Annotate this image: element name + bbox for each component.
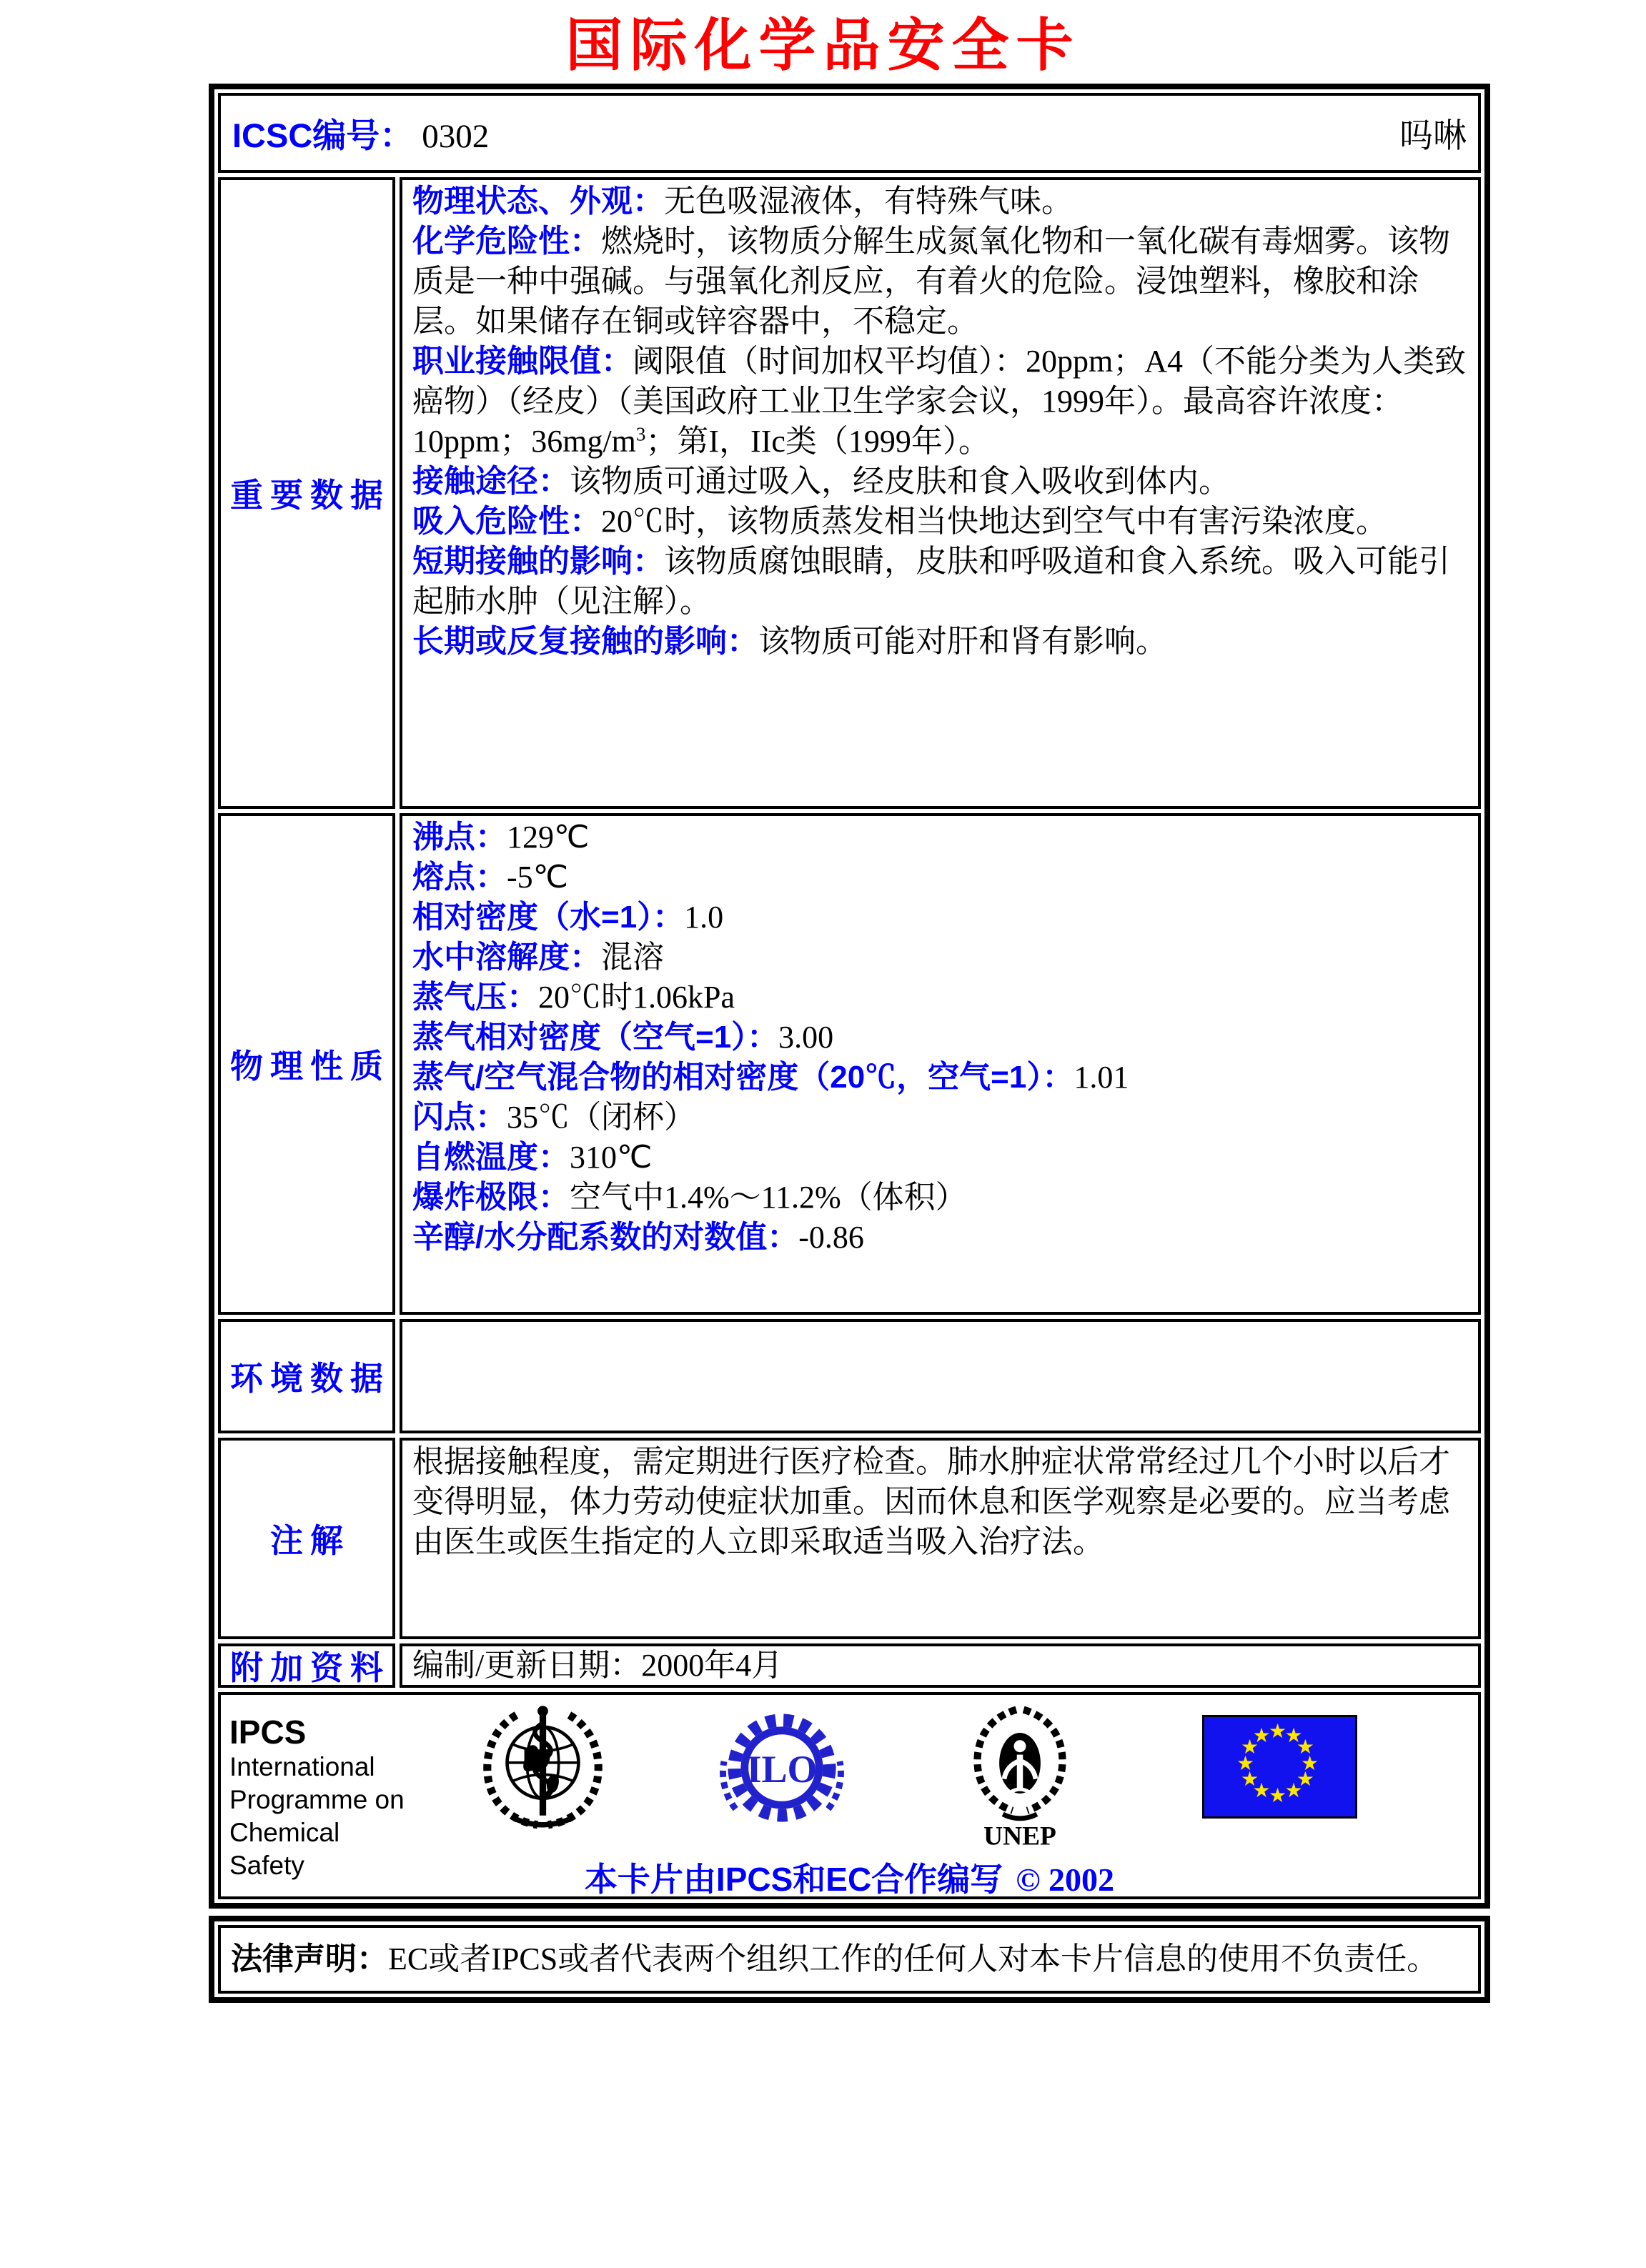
eu-star-icon: ★: [1252, 1780, 1271, 1803]
section-content-environment: [400, 1319, 1481, 1433]
paragraph: [412, 857, 1468, 897]
legal-row: [218, 1925, 1481, 1994]
section-label-environment: 环境数据: [230, 1360, 390, 1397]
field-value: 编制/更新日期：2000年4月: [412, 1648, 783, 1683]
ilo-logo-icon: [718, 1704, 846, 1832]
ipcs-text-block: [229, 1714, 408, 1882]
eu-star-icon: ★: [1252, 1724, 1271, 1747]
field-value: 20℃时，该物质蒸发相当快地达到空气中有害污染浓度。: [601, 504, 1387, 539]
ipcs-line-2: Programme on: [229, 1785, 405, 1814]
field-value: 35℃（闭杯）: [507, 1100, 695, 1135]
section-label-cell-additional: [218, 1643, 395, 1688]
chemical-name: 吗啉: [1399, 117, 1467, 155]
section-label-cell-important: [218, 177, 395, 809]
legal-label: 法律声明：: [231, 1941, 388, 1976]
eu-flag-icon: [1202, 1715, 1357, 1819]
paragraph: [412, 1058, 1468, 1098]
field-value: 无色吸湿液体，有特殊气味。: [664, 184, 1073, 219]
eu-star-icon: ★: [1268, 1720, 1287, 1743]
paragraph: [412, 1018, 1468, 1058]
paragraph: [412, 1138, 1468, 1178]
page-title: 国际化学品安全卡: [565, 14, 1081, 77]
legal-inner: [221, 1928, 1478, 1991]
field-value: 1.01: [1074, 1060, 1129, 1095]
icsc-header-cell: [218, 93, 1481, 173]
section-label-additional: 附加资料: [230, 1649, 390, 1686]
field-label: 吸入危险性：: [412, 504, 601, 539]
paragraph: [412, 1178, 1468, 1218]
paragraph: [412, 181, 1468, 222]
field-label: 接触途径：: [412, 464, 570, 499]
field-value: 129℃: [507, 820, 590, 855]
section-label-cell-notes: [218, 1438, 395, 1639]
field-value: -0.86: [798, 1220, 864, 1255]
paragraph: [412, 817, 1468, 857]
field-value: 该物质可通过吸入，经皮肤和食入吸收到体内。: [570, 464, 1230, 499]
section-label-cell-environment: [218, 1319, 395, 1433]
paragraph: [412, 462, 1468, 502]
field-label: 沸点：: [412, 820, 507, 855]
ipcs-line-1: International: [229, 1752, 375, 1781]
field-label: 蒸气压：: [412, 980, 538, 1015]
icsc-header-row: [218, 93, 1481, 173]
paragraph: [412, 1442, 1468, 1562]
field-value: 混溶: [601, 940, 664, 975]
paragraph: [412, 897, 1468, 937]
icsc-card-table: [209, 84, 1490, 1909]
eu-star-icon: ★: [1236, 1752, 1255, 1775]
field-value: 阈限值（时间加权平均值）：20ppm；A4（不能分类为人类致癌物）（经皮）（美国政府工业卫生学家会议，1999年）。最高容许浓度：10ppm；36mg/m: [412, 344, 1466, 459]
copyright-text: © 2002: [1016, 1861, 1115, 1896]
section-label-important: 重要数据: [230, 477, 390, 514]
legal-table: [209, 1916, 1490, 2003]
field-value: 310℃: [570, 1140, 653, 1175]
eu-star-icon: ★: [1284, 1724, 1303, 1747]
field-label: 长期或反复接触的影响：: [412, 624, 758, 659]
legal-cell: [218, 1925, 1481, 1994]
field-label: 相对密度（水=1）：: [412, 900, 685, 935]
paragraph: [412, 622, 1468, 662]
footer-logos-inner: [221, 1695, 1478, 1896]
section-row-important: [218, 177, 1481, 809]
field-value: 3: [635, 423, 646, 445]
section-row-additional: [218, 1643, 1481, 1688]
field-value: 该物质腐蚀眼睛，皮肤和呼吸道和食入系统。吸入可能引起肺水肿（见注解）。: [412, 544, 1450, 619]
footer-logos-row: [218, 1692, 1481, 1899]
paragraph: [412, 978, 1468, 1018]
field-label: 短期接触的影响：: [412, 544, 664, 579]
icsc-header-inner: [221, 96, 1478, 170]
legal-text: EC或者IPCS或者代表两个组织工作的任何人对本卡片信息的使用不负责任。: [388, 1941, 1439, 1976]
field-label: 蒸气/空气混合物的相对密度（20℃，空气=1）：: [412, 1060, 1074, 1095]
field-label: 闪点：: [412, 1100, 507, 1135]
section-row-notes: [218, 1438, 1481, 1639]
field-value: 1.0: [684, 900, 724, 935]
eu-star-icon: ★: [1284, 1780, 1303, 1803]
field-value: 该物质可能对肝和肾有影响。: [758, 624, 1167, 659]
section-content-notes: [400, 1438, 1481, 1639]
ilo-logo-text: ILO: [746, 1747, 818, 1791]
ipcs-acronym: IPCS: [229, 1714, 307, 1751]
field-label: 水中溶解度：: [412, 940, 601, 975]
eu-star-icon: ★: [1296, 1769, 1315, 1791]
field-value: ；第I，IIc类（1999年）。: [645, 424, 990, 459]
paragraph: [412, 502, 1468, 542]
field-label: 职业接触限值：: [412, 344, 633, 379]
field-label: 蒸气相对密度（空气=1）：: [412, 1020, 779, 1055]
who-logo-icon: [477, 1699, 609, 1831]
eu-star-icon: ★: [1300, 1752, 1319, 1775]
field-value: 根据接触程度，需定期进行医疗检查。肺水肿症状常常经过几个小时以后才变得明显，体力劳动使症状加重。因而休息和医学观察是必要的。应当考虑由医生或医生指定的人立即采取适当吸入治疗法。: [412, 1444, 1450, 1559]
paragraph: [412, 937, 1468, 978]
section-content-physical: [400, 813, 1481, 1315]
field-label: 化学危险性：: [412, 224, 601, 259]
unep-logo-text: UNEP: [983, 1821, 1056, 1849]
paragraph: [412, 1218, 1468, 1258]
paragraph: [412, 1098, 1468, 1138]
icsc-number-label: ICSC编号：: [232, 116, 414, 154]
icsc-number-value: 0302: [422, 117, 490, 155]
section-content-important: [400, 177, 1481, 809]
field-label: 自燃温度：: [412, 1140, 570, 1175]
eu-star-icon: ★: [1296, 1736, 1315, 1759]
field-label: 辛醇/水分配系数的对数值：: [412, 1220, 799, 1255]
section-content-additional: [400, 1643, 1481, 1688]
icsc-number-group: [232, 109, 489, 157]
field-label: 爆炸极限：: [412, 1180, 570, 1215]
paragraph: [412, 542, 1468, 622]
section-label-notes: 注解: [270, 1522, 350, 1559]
paragraph: [412, 342, 1468, 462]
field-value: 3.00: [778, 1020, 834, 1055]
footer-logos-cell: [218, 1692, 1481, 1899]
field-label: 物理状态、外观：: [412, 184, 664, 219]
paragraph: [412, 1646, 1468, 1686]
section-label-physical: 物理性质: [230, 1048, 390, 1085]
cooperation-caption: 本卡片由IPCS和EC合作编写: [584, 1861, 1003, 1896]
cooperation-caption-line: [221, 1854, 1478, 1896]
section-row-physical: [218, 813, 1481, 1315]
section-row-environment: [218, 1319, 1481, 1433]
eu-star-icon: ★: [1240, 1736, 1259, 1759]
field-value: 20℃时1.06kPa: [538, 980, 735, 1015]
paragraph: [412, 222, 1468, 342]
section-label-cell-physical: [218, 813, 395, 1315]
field-value: 燃烧时，该物质分解生成氮氧化物和一氧化碳有毒烟雾。该物质是一种中强碱。与强氧化剂反应，有着火的危险。浸蚀塑料，橡胶和涂层。如果储存在铜或锌容器中，不稳定。: [412, 224, 1450, 339]
eu-star-icon: ★: [1240, 1769, 1259, 1791]
field-value: 空气中1.4%～11.2%（体积）: [570, 1180, 967, 1215]
eu-star-icon: ★: [1268, 1784, 1287, 1807]
field-label: 熔点：: [412, 860, 507, 895]
ipcs-line-3: Chemical Safety: [229, 1818, 340, 1880]
card-wrapper: [209, 84, 1490, 2003]
field-value: -5℃: [507, 860, 569, 895]
unep-logo-icon: [959, 1702, 1081, 1849]
